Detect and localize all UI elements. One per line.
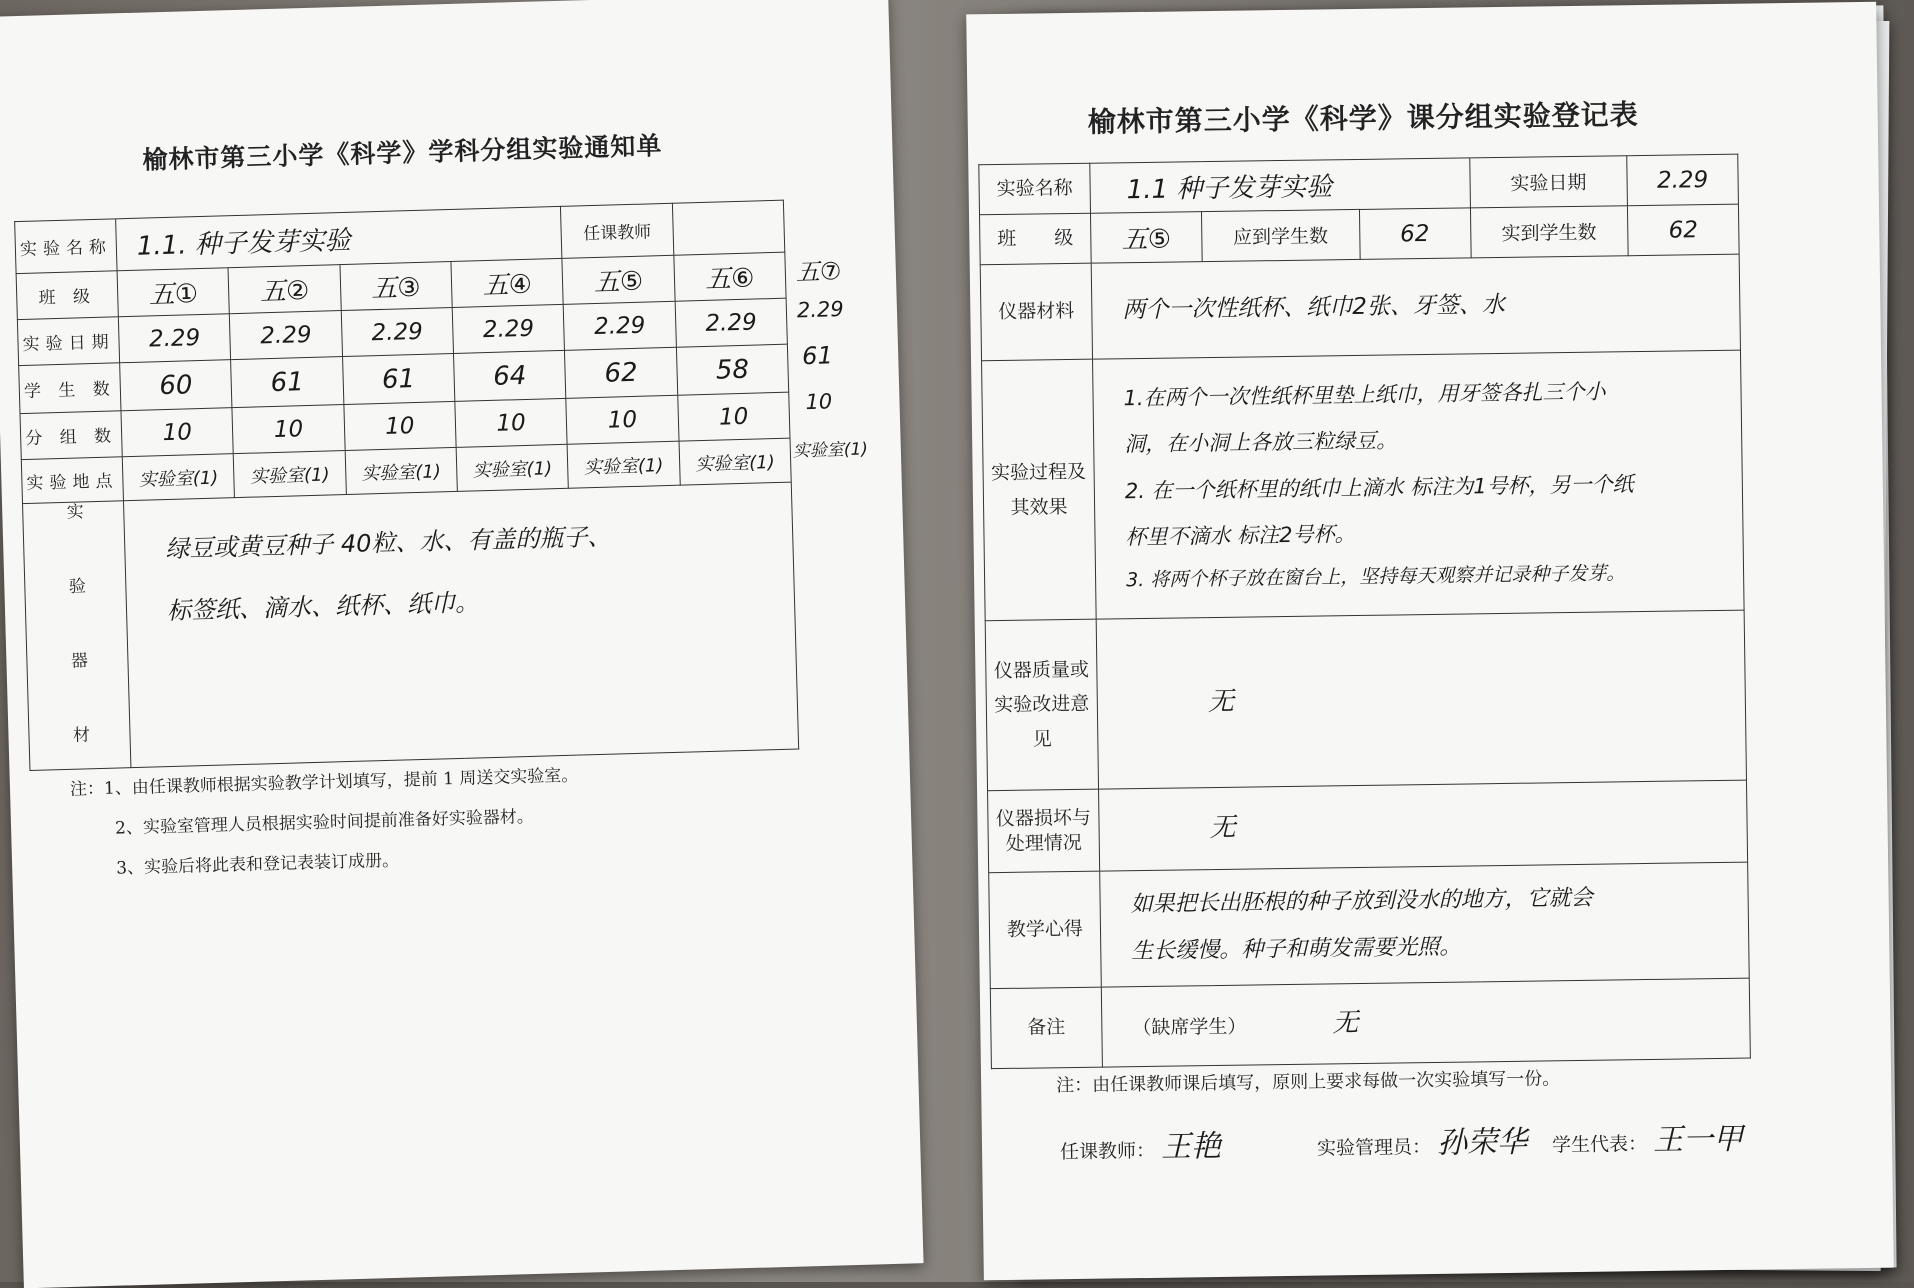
process-line: 3. 将两个杯子放在窗台上，坚持每天观察并记录种子发芽。 <box>1125 562 1626 592</box>
groups-cell: 10 <box>455 398 568 447</box>
actual-value: 62 <box>1668 216 1699 244</box>
expected-label: 应到学生数 <box>1201 209 1359 261</box>
process-label: 实验过程及其效果 <box>982 359 1097 621</box>
class-cell: 五⑤ <box>562 255 675 304</box>
reflection-line: 生长缓慢。种子和萌发需要光照。 <box>1131 934 1462 964</box>
exp-name-value: 1.1 种子发芽实验 <box>1126 172 1333 206</box>
students-row-label: 学 生 数 <box>19 363 121 414</box>
class-cell: 五② <box>228 265 341 314</box>
groups-cell: 10 <box>566 395 679 444</box>
actual-label: 实到学生数 <box>1470 206 1628 258</box>
students-cell: 64 <box>453 350 566 401</box>
equip-line: 绿豆或黄豆种子 40粒、水、有盖的瓶子、 <box>164 522 612 564</box>
class-cell: 五⑥ <box>673 252 786 301</box>
teacher-label: 任课教师 <box>561 203 674 258</box>
register-title: 榆林市第三小学《科学》课分组实验登记表 <box>1087 98 1639 139</box>
process-line: 杯里不滴水 标注2号杯。 <box>1125 521 1356 550</box>
materials-value: 两个一次性纸杯、纸巾2张、牙签、水 <box>1122 292 1506 324</box>
equip-label: 实 验 器 材 <box>23 501 131 771</box>
teacher-signature <box>1060 1121 1222 1167</box>
exp-name-value: 1.1. 种子发芽实验 <box>136 225 352 262</box>
date-cell: 2.29 <box>341 307 454 356</box>
date-value: 2.29 <box>1656 166 1709 194</box>
groups-cell: 10 <box>121 408 234 457</box>
students-cell: 61 <box>231 357 344 408</box>
class-cell: 五① <box>117 268 230 317</box>
teacher-sig-value: 王艳 <box>1160 1128 1222 1165</box>
place-cell: 实验室(1) <box>234 451 347 498</box>
admin-sig-label: 实验管理员： <box>1316 1136 1432 1160</box>
absent-value: 无 <box>1332 1008 1359 1039</box>
remark-label: 备注 <box>990 987 1102 1069</box>
date-cell: 2.29 <box>452 304 565 353</box>
student-signature <box>1552 1114 1744 1161</box>
exp-name-label: 实验名称 <box>15 219 117 274</box>
date-cell: 2.29 <box>118 314 231 363</box>
date-cell: 2.29 <box>230 311 343 360</box>
students-cell: 58 <box>676 344 789 395</box>
note-2: 2、实验室管理人员根据实验时间提前准备好实验器材。 <box>114 806 535 839</box>
notice-sheet <box>0 0 924 1288</box>
reflection-text <box>1100 862 1750 987</box>
groups-cell: 10 <box>232 405 345 454</box>
extra-class: 五⑦ <box>795 257 842 287</box>
process-text <box>1093 350 1745 619</box>
extra-date: 2.29 <box>796 297 845 323</box>
groups-cell: 10 <box>344 401 457 450</box>
exp-name-label: 实验名称 <box>979 163 1091 215</box>
register-sheet <box>966 2 1894 1281</box>
register-footnote: 注：由任课教师课后填写，原则上要求每做一次实验填写一份。 <box>1056 1068 1561 1097</box>
damage-value: 无 <box>1209 812 1236 844</box>
student-sig-label: 学生代表： <box>1551 1133 1648 1157</box>
absent-label: （缺席学生） <box>1132 1015 1247 1040</box>
notice-table <box>14 200 799 772</box>
date-cell: 2.29 <box>675 298 788 347</box>
process-line: 1.在两个一次性纸杯里垫上纸巾，用牙签各扎三个小 <box>1123 379 1606 411</box>
equip-text <box>123 482 798 768</box>
groups-cell: 10 <box>677 392 790 441</box>
students-cell: 60 <box>120 360 233 411</box>
teacher-value <box>672 200 785 255</box>
extra-place: 实验室(1) <box>792 439 869 462</box>
date-label: 实验日期 <box>1469 156 1627 208</box>
place-cell: 实验室(1) <box>122 454 235 501</box>
groups-row-label: 分 组 数 <box>20 411 122 460</box>
admin-sig-value: 孙荣华 <box>1436 1124 1528 1161</box>
extra-groups: 10 <box>805 389 833 415</box>
materials-label: 仪器材料 <box>980 263 1092 361</box>
student-sig-value: 王一甲 <box>1652 1121 1744 1158</box>
class-cell: 五③ <box>340 261 453 310</box>
damage-label: 仪器损坏与处理情况 <box>988 789 1100 873</box>
place-cell: 实验室(1) <box>679 438 792 485</box>
quality-value: 无 <box>1207 686 1235 718</box>
place-cell: 实验室(1) <box>567 441 680 488</box>
admin-signature <box>1317 1117 1528 1164</box>
register-table <box>978 154 1751 1070</box>
note-1: 注：1、由任课教师根据实验教学计划填写，提前 1 周送交实验室。 <box>69 765 579 800</box>
teacher-sig-label: 任课教师： <box>1059 1139 1156 1164</box>
class-value: 五⑤ <box>1121 224 1172 256</box>
extra-students: 61 <box>801 341 834 371</box>
date-cell: 2.29 <box>563 301 676 350</box>
class-cell: 五④ <box>451 258 564 307</box>
students-cell: 61 <box>342 353 455 404</box>
place-cell: 实验室(1) <box>456 444 569 491</box>
expected-value: 62 <box>1399 220 1430 247</box>
quality-label: 仪器质量或实验改进意见 <box>985 619 1098 791</box>
reflection-line: 如果把长出胚根的种子放到没水的地方，它就会 <box>1130 886 1593 918</box>
students-cell: 62 <box>565 347 678 398</box>
notice-title: 榆林市第三小学《科学》学科分组实验通知单 <box>142 131 663 175</box>
date-row-label: 实验日期 <box>17 317 119 366</box>
place-row-label: 实验地点 <box>21 457 123 504</box>
class-row-label: 班 级 <box>16 271 118 320</box>
reflection-label: 教学心得 <box>989 871 1102 989</box>
place-cell: 实验室(1) <box>345 447 458 494</box>
process-line: 2. 在一个纸杯里的纸巾上滴水 标注为1号杯，另一个纸 <box>1124 471 1634 503</box>
equip-line: 标签纸、滴水、纸杯、纸巾。 <box>166 588 480 626</box>
class-label: 班 级 <box>980 213 1092 265</box>
process-line: 洞，在小洞上各放三粒绿豆。 <box>1124 428 1398 457</box>
note-3: 3、实验后将此表和登记表装订成册。 <box>115 850 400 879</box>
